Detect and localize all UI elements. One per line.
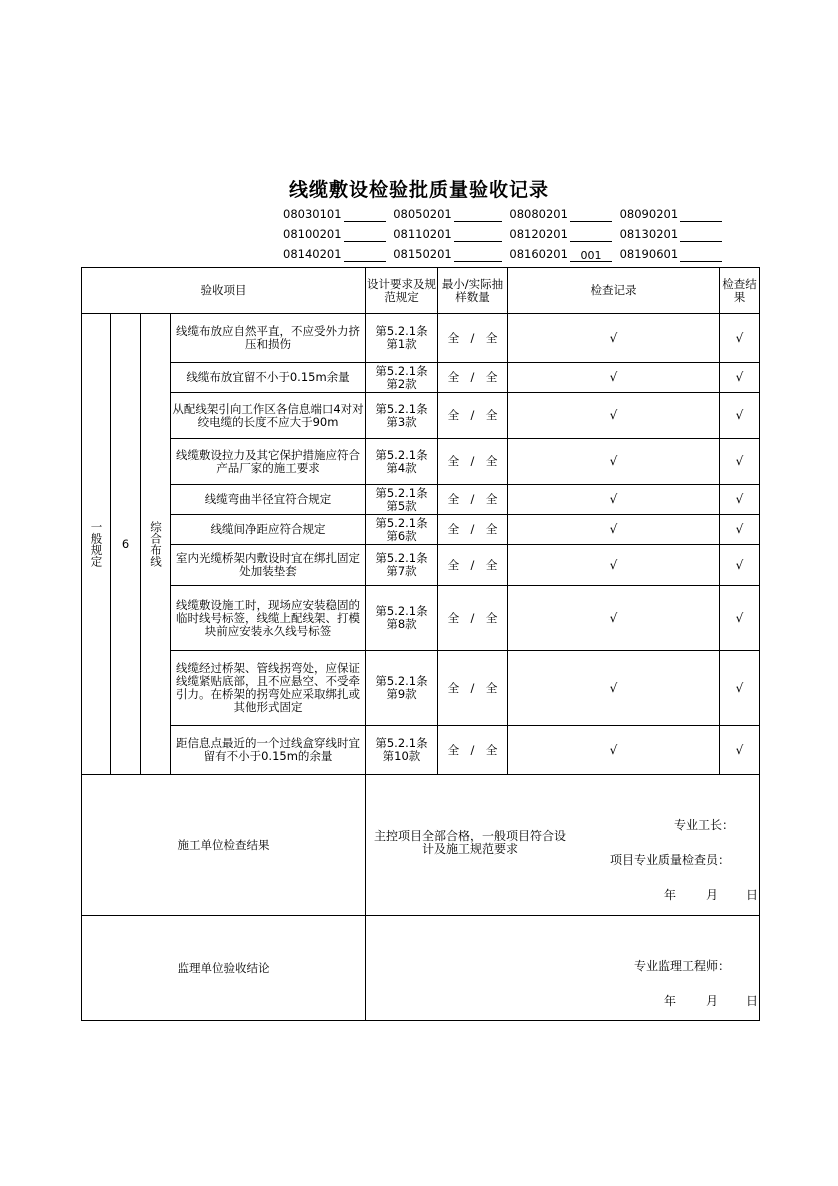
item-cell: 线缆经过桥架、管线拐弯处，应保证线缆紧贴底部，且不应悬空、不受牵引力。在桥架的拐弯处应采取绑扎或其他形式固定 (171, 651, 366, 726)
clause-cell: 第5.2.1条 第4款 (366, 439, 438, 485)
item-cell: 线缆敷设拉力及其它保护措施应符合产品厂家的施工要求 (171, 439, 366, 485)
number-cell: 6 (111, 314, 141, 775)
clause-cell: 第5.2.1条 第10款 (366, 726, 438, 775)
code-line (283, 206, 726, 226)
record-cell[interactable]: √ (508, 439, 720, 485)
record-cell[interactable]: √ (508, 485, 720, 515)
code-item: 08140201 (283, 246, 386, 262)
table-row (82, 485, 760, 515)
record-cell[interactable]: √ (508, 545, 720, 586)
result-cell[interactable]: √ (720, 726, 760, 775)
code-blank[interactable] (454, 248, 502, 262)
code-block (283, 206, 726, 266)
construction-label: 施工单位检查结果 (177, 837, 270, 852)
construction-label-cell (82, 775, 366, 916)
result-cell[interactable]: √ (720, 439, 760, 485)
supervision-sign-cell[interactable] (366, 916, 760, 1021)
record-cell[interactable]: √ (508, 651, 720, 726)
construction-sign-cell[interactable] (366, 775, 760, 916)
item-cell: 距信息点最近的一个过线盒穿线时宜留有不小于0.15m的余量 (171, 726, 366, 775)
code-item: 08100201 (283, 226, 386, 242)
engineer-label: 专业监理工程师： (634, 959, 731, 973)
table-row (82, 651, 760, 726)
table-row (82, 314, 760, 363)
code-item: 08050201 (393, 206, 502, 222)
item-cell: 线缆布放应自然平直，不应受外力挤压和损伤 (171, 314, 366, 363)
year-label: 年 (664, 888, 677, 902)
sample-cell: 全 / 全 (438, 545, 508, 586)
table-row (82, 515, 760, 545)
record-cell[interactable]: √ (508, 586, 720, 651)
inspector-label: 项目专业质量检查员： (610, 853, 731, 867)
code-blank[interactable] (344, 248, 386, 262)
code-item: 08120201 (509, 226, 612, 242)
clause-cell: 第5.2.1条 第8款 (366, 586, 438, 651)
code-line (283, 246, 726, 266)
month-label: 月 (706, 888, 719, 902)
header-sample: 最小/实际抽样数量 (438, 268, 508, 314)
clause-cell: 第5.2.1条 第7款 (366, 545, 438, 586)
supervision-label: 监理单位验收结论 (177, 960, 270, 975)
sample-cell: 全 / 全 (438, 651, 508, 726)
result-cell[interactable]: √ (720, 651, 760, 726)
code-line (283, 226, 726, 246)
clause-cell: 第5.2.1条 第9款 (366, 651, 438, 726)
clause-cell: 第5.2.1条 第5款 (366, 485, 438, 515)
result-cell[interactable]: √ (720, 545, 760, 586)
item-cell: 线缆布放宜留不小于0.15m余量 (171, 363, 366, 393)
item-cell: 室内光缆桥架内敷设时宜在绑扎固定处加装垫套 (171, 545, 366, 586)
sample-cell: 全 / 全 (438, 726, 508, 775)
supervision-label-cell (82, 916, 366, 1021)
construction-row (82, 775, 760, 916)
sample-cell: 全 / 全 (438, 586, 508, 651)
clause-cell: 第5.2.1条 第1款 (366, 314, 438, 363)
record-cell[interactable]: √ (508, 515, 720, 545)
code-item: 08130201 (620, 226, 723, 242)
clause-cell: 第5.2.1条 第3款 (366, 393, 438, 439)
clause-cell: 第5.2.1条 第6款 (366, 515, 438, 545)
code-blank[interactable] (570, 228, 612, 242)
category-cell: 一般规定 (82, 314, 111, 775)
code-item: 08190601 (620, 246, 723, 262)
table-row (82, 545, 760, 586)
record-cell[interactable]: √ (508, 726, 720, 775)
code-blank[interactable] (454, 208, 502, 222)
result-cell[interactable]: √ (720, 485, 760, 515)
header-row (82, 268, 760, 314)
code-blank[interactable] (680, 248, 722, 262)
construction-conclusion: 主控项目全部合格，一般项目符合设计及施工规范要求 (373, 829, 566, 856)
code-blank[interactable] (344, 228, 386, 242)
record-cell[interactable]: √ (508, 363, 720, 393)
result-cell[interactable]: √ (720, 314, 760, 363)
item-cell: 线缆间净距应符合规定 (171, 515, 366, 545)
header-design: 设计要求及规范规定 (366, 268, 438, 314)
month-label: 月 (706, 994, 719, 1008)
result-cell[interactable]: √ (720, 363, 760, 393)
code-blank[interactable] (570, 208, 612, 222)
header-record: 检查记录 (508, 268, 720, 314)
day-label: 日 (746, 994, 759, 1008)
code-item: 08030101 (283, 206, 386, 222)
code-blank[interactable] (680, 228, 722, 242)
record-cell[interactable]: √ (508, 314, 720, 363)
record-cell[interactable]: √ (508, 393, 720, 439)
code-item: 08150201 (393, 246, 502, 262)
page-title: 线缆敷设检验批质量验收记录 (288, 179, 549, 201)
sample-cell: 全 / 全 (438, 363, 508, 393)
code-item: 08160201 001 (509, 246, 612, 262)
year-label: 年 (664, 994, 677, 1008)
sample-cell: 全 / 全 (438, 515, 508, 545)
item-cell: 线缆弯曲半径宜符合规定 (171, 485, 366, 515)
code-blank[interactable] (344, 208, 386, 222)
code-blank[interactable] (454, 228, 502, 242)
table-row (82, 393, 760, 439)
item-cell: 从配线架引向工作区各信息端口4对对绞电缆的长度不应大于90m (171, 393, 366, 439)
result-cell[interactable]: √ (720, 515, 760, 545)
table-row (82, 439, 760, 485)
code-item: 08110201 (393, 226, 502, 242)
supervision-row (82, 916, 760, 1021)
inspection-table (81, 267, 760, 1021)
sample-cell: 全 / 全 (438, 485, 508, 515)
table-row (82, 363, 760, 393)
foreman-label: 专业工长： (674, 818, 735, 832)
header-result: 检查结果 (720, 268, 760, 314)
subcategory-cell: 综合布线 (141, 314, 171, 775)
clause-cell: 第5.2.1条 第2款 (366, 363, 438, 393)
code-blank[interactable]: 001 (570, 248, 612, 262)
code-blank[interactable] (680, 208, 722, 222)
header-item: 验收项目 (82, 268, 366, 314)
code-item: 08080201 (509, 206, 612, 222)
result-cell[interactable]: √ (720, 586, 760, 651)
table-row (82, 586, 760, 651)
item-cell: 线缆敷设施工时，现场应安装稳固的临时线号标签，线缆上配线架、打模块前应安装永久线号标签 (171, 586, 366, 651)
result-cell[interactable]: √ (720, 393, 760, 439)
sample-cell: 全 / 全 (438, 439, 508, 485)
sample-cell: 全 / 全 (438, 393, 508, 439)
code-item: 08090201 (620, 206, 723, 222)
table-row (82, 726, 760, 775)
day-label: 日 (746, 888, 759, 902)
sample-cell: 全 / 全 (438, 314, 508, 363)
